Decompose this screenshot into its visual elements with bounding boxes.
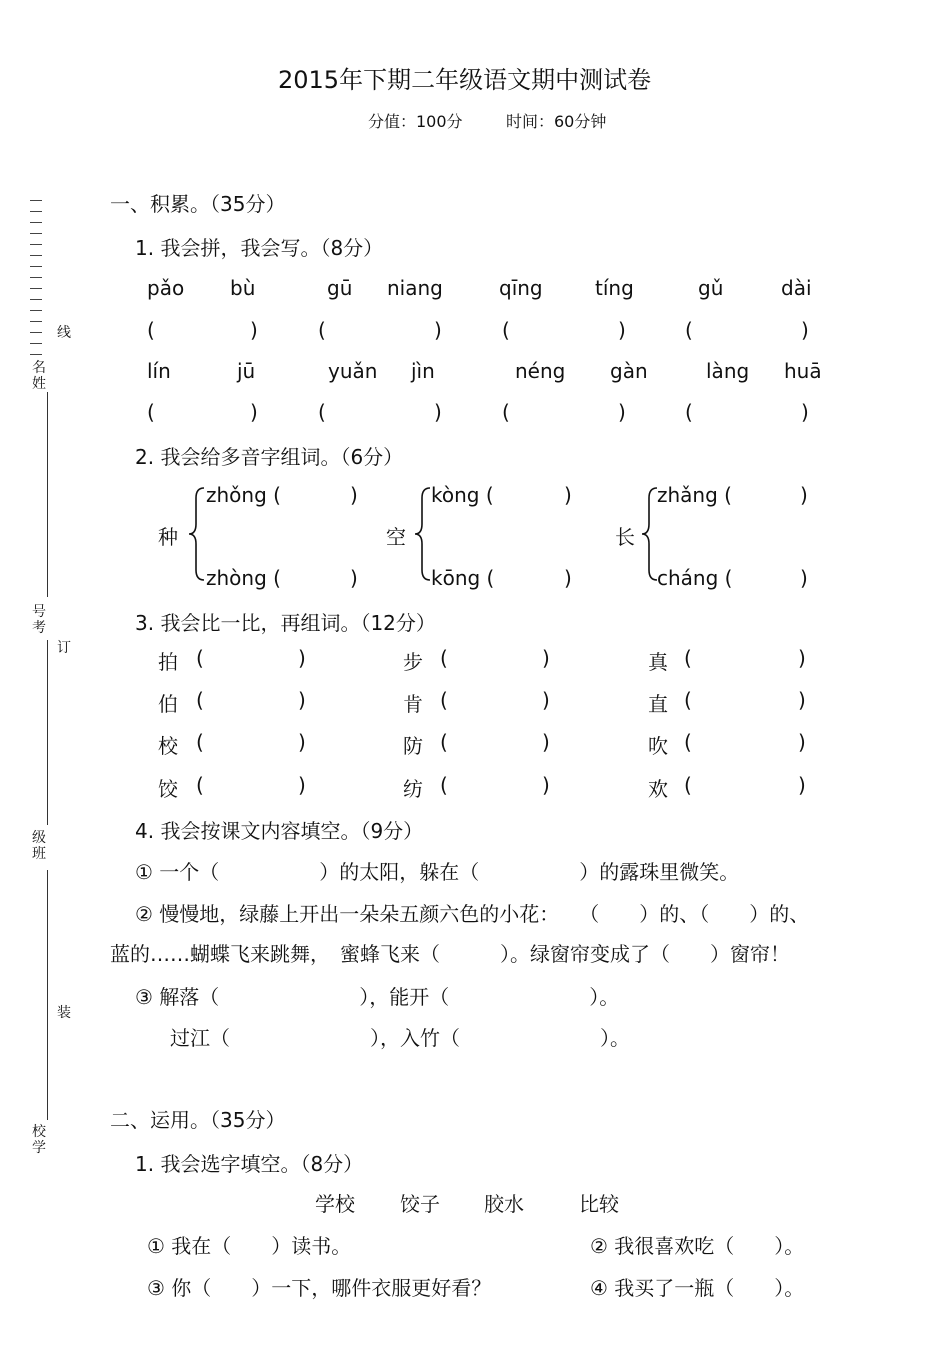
- paren-close: ): [298, 773, 306, 797]
- polyphone-char: 长: [615, 525, 635, 549]
- paren-close: ): [434, 318, 442, 342]
- paren-close: ): [798, 646, 806, 670]
- paren-open: (: [685, 318, 693, 342]
- paren-open: (: [684, 646, 692, 670]
- compare-char: 纺: [403, 777, 423, 801]
- paren-close: ): [298, 688, 306, 712]
- pinyin: làng: [706, 359, 750, 383]
- compare-char: 拍: [158, 650, 178, 674]
- compare-char: 吹: [648, 734, 668, 758]
- paren-open: (: [440, 688, 448, 712]
- s2-q1-title: 1. 我会选字填空。（8分）: [135, 1152, 364, 1176]
- word-option: 胶水: [484, 1192, 524, 1216]
- paren-open: (: [684, 730, 692, 754]
- paren-close: ): [350, 566, 358, 590]
- class-label: 级班: [32, 830, 46, 862]
- pinyin: tíng: [595, 276, 634, 300]
- q4-line-3: 蓝的……蝴蝶飞来跳舞， 蜜蜂飞来（ ）。绿窗帘变成了（ ）窗帘！: [110, 942, 790, 966]
- paren-open: (: [196, 773, 204, 797]
- compare-char: 肯: [403, 692, 423, 716]
- paren-close: ): [618, 318, 626, 342]
- paren-close: ): [801, 400, 809, 424]
- pinyin: dài: [781, 276, 812, 300]
- q4-line-1: ① 一个（ ）的太阳，躲在（ ）的露珠里微笑。: [135, 860, 740, 884]
- score-info: 分值：100分: [368, 112, 463, 131]
- paren-close: ): [542, 730, 550, 754]
- paren-open: (: [684, 688, 692, 712]
- paren-open: (: [147, 400, 155, 424]
- page-title: 2015年下期二年级语文期中测试卷: [278, 66, 652, 94]
- paren-open: (: [440, 646, 448, 670]
- section-2-title: 二、运用。（35分）: [110, 1108, 286, 1132]
- fill-item-3: ③ 你（ ）一下，哪件衣服更好看？: [147, 1276, 492, 1300]
- pinyin: yuǎn: [328, 359, 378, 383]
- binding-zhuang-label: 装: [57, 1005, 71, 1021]
- compare-char: 伯: [158, 692, 178, 716]
- paren-close: ): [801, 318, 809, 342]
- pinyin: lín: [147, 359, 171, 383]
- paren-open: (: [684, 773, 692, 797]
- paren-close: ): [542, 688, 550, 712]
- word-option: 学校: [315, 1192, 355, 1216]
- paren-close: ): [618, 400, 626, 424]
- paren-close: ): [298, 730, 306, 754]
- paren-close: ): [298, 646, 306, 670]
- paren-close: ): [434, 400, 442, 424]
- fill-item-4: ④ 我买了一瓶（ ）。: [590, 1276, 805, 1300]
- exam-number-label: 号考: [32, 604, 46, 636]
- paren-open: (: [502, 318, 510, 342]
- paren-close: ): [250, 400, 258, 424]
- paren-close: ): [798, 773, 806, 797]
- paren-close: ): [798, 730, 806, 754]
- binding-ding-label: 订: [57, 640, 71, 656]
- pinyin: qīng: [499, 276, 543, 300]
- paren-open: (: [147, 318, 155, 342]
- polyphone-bottom: zhòng (: [206, 566, 281, 590]
- paren-close: ): [798, 688, 806, 712]
- polyphone-top: kòng (: [431, 483, 494, 507]
- paren-close: ): [542, 646, 550, 670]
- q4-line-4: ③ 解落（ ），能开（ ）。: [135, 985, 620, 1009]
- pinyin: bù: [230, 276, 256, 300]
- paren-open: (: [318, 400, 326, 424]
- paren-open: (: [196, 646, 204, 670]
- pinyin: gǔ: [698, 276, 724, 300]
- pinyin: pǎo: [147, 276, 185, 300]
- pinyin: gàn: [610, 359, 648, 383]
- pinyin: jìn: [411, 359, 435, 383]
- paren-open: (: [502, 400, 510, 424]
- paren-open: (: [685, 400, 693, 424]
- q4-line-5: 过江（ ），入竹（ ）。: [170, 1026, 630, 1050]
- compare-char: 直: [648, 692, 668, 716]
- compare-char: 步: [403, 650, 423, 674]
- compare-char: 饺: [158, 777, 178, 801]
- q1-title: 1. 我会拼，我会写。（8分）: [135, 236, 384, 260]
- pinyin: jū: [237, 359, 256, 383]
- pinyin: huā: [784, 359, 822, 383]
- paren-close: ): [800, 483, 808, 507]
- polyphone-top: zhǒng (: [206, 483, 281, 507]
- q3-title: 3. 我会比一比，再组词。（12分）: [135, 611, 436, 635]
- paren-open: (: [440, 730, 448, 754]
- word-option: 饺子: [400, 1192, 440, 1216]
- fill-item-1: ① 我在（ ）读书。: [147, 1234, 352, 1258]
- fill-item-2: ② 我很喜欢吃（ ）。: [590, 1234, 805, 1258]
- q2-title: 2. 我会给多音字组词。（6分）: [135, 445, 404, 469]
- binding-line-label: 线: [57, 325, 71, 341]
- pinyin: gū: [327, 276, 353, 300]
- paren-close: ): [564, 483, 572, 507]
- q4-title: 4. 我会按课文内容填空。（9分）: [135, 819, 424, 843]
- polyphone-char: 空: [386, 525, 406, 549]
- name-label: 名姓: [32, 360, 46, 392]
- word-option: 比较: [579, 1192, 619, 1216]
- section-1-title: 一、积累。（35分）: [110, 192, 286, 216]
- compare-char: 真: [648, 650, 668, 674]
- compare-char: 防: [403, 734, 423, 758]
- paren-open: (: [318, 318, 326, 342]
- polyphone-top: zhǎng (: [657, 483, 732, 507]
- q4-line-2: ② 慢慢地，绿藤上开出一朵朵五颜六色的小花： （ ）的、（ ）的、: [135, 902, 810, 926]
- time-info: 时间：60分钟: [506, 112, 607, 131]
- paren-close: ): [800, 566, 808, 590]
- paren-close: ): [350, 483, 358, 507]
- pinyin: néng: [515, 359, 566, 383]
- paren-close: ): [564, 566, 572, 590]
- polyphone-bottom: cháng (: [657, 566, 733, 590]
- paren-open: (: [196, 730, 204, 754]
- paren-close: ): [542, 773, 550, 797]
- paren-close: ): [250, 318, 258, 342]
- polyphone-bottom: kōng (: [431, 566, 495, 590]
- compare-char: 校: [158, 734, 178, 758]
- polyphone-char: 种: [158, 525, 178, 549]
- compare-char: 欢: [648, 777, 668, 801]
- paren-open: (: [440, 773, 448, 797]
- school-label: 校学: [32, 1124, 46, 1156]
- brace-icon: [186, 484, 208, 584]
- pinyin: niang: [387, 276, 443, 300]
- paren-open: (: [196, 688, 204, 712]
